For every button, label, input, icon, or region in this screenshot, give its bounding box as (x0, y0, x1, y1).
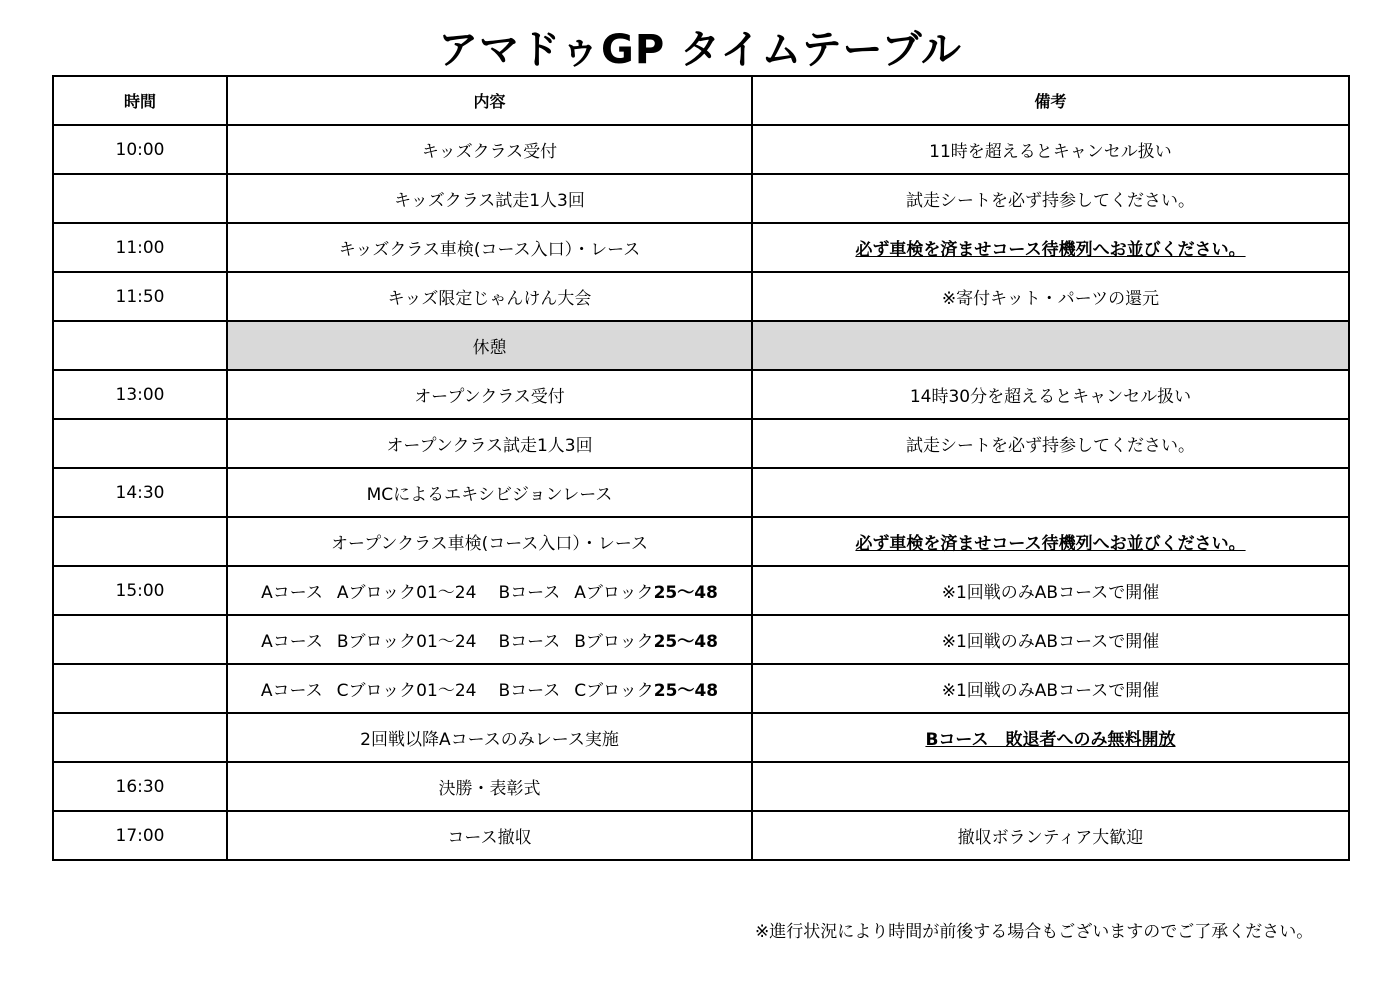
table-row (53, 370, 1349, 419)
a-course-label: Aコース (260, 681, 323, 701)
cell-content: キッズクラス車検(コース入口）・レース (227, 223, 752, 272)
table-row (53, 615, 1349, 664)
cell-notes: 11時を超えるとキャンセル扱い (752, 125, 1349, 174)
cell-notes (752, 713, 1349, 762)
cell-content (227, 615, 752, 664)
cell-content (227, 664, 752, 713)
b-course-block: Bブロック (574, 632, 654, 652)
cell-content: オープンクラス試走1人3回 (227, 419, 752, 468)
table-row (53, 468, 1349, 517)
footnote: ※進行状況により時間が前後する場合もございますのでご了承ください。 (755, 922, 1314, 942)
cell-content: キッズクラス受付 (227, 125, 752, 174)
a-course-label: Aコース (261, 583, 323, 603)
a-course-label: Aコース (261, 632, 323, 652)
page-title: アマドゥGP タイムテーブル (438, 27, 962, 73)
header-notes: 備考 (752, 76, 1349, 125)
cell-time: 16:30 (53, 762, 227, 811)
cell-time: 15:00 (53, 566, 227, 615)
cell-time (53, 174, 227, 223)
table-row (53, 713, 1349, 762)
table-row (53, 272, 1349, 321)
cell-notes: ※1回戦のみABコースで開催 (752, 664, 1349, 713)
b-course-range: 25～48 (653, 681, 719, 701)
b-course-block: Cブロック (574, 681, 654, 701)
cell-notes: ※1回戦のみABコースで開催 (752, 615, 1349, 664)
table-row (53, 174, 1349, 223)
cell-time (53, 321, 227, 370)
cell-notes: ※1回戦のみABコースで開催 (752, 566, 1349, 615)
a-course-block: Bブロック01～24 (336, 632, 477, 652)
cell-content: 休憩 (227, 321, 752, 370)
cell-content: 決勝・表彰式 (227, 762, 752, 811)
table-row (53, 811, 1349, 860)
table-row-break (53, 321, 1349, 370)
table-row (53, 762, 1349, 811)
cell-time (53, 419, 227, 468)
cell-notes (752, 762, 1349, 811)
table-row (53, 517, 1349, 566)
cell-content (227, 566, 752, 615)
cell-content: 2回戦以降Aコースのみレース実施 (227, 713, 752, 762)
cell-notes (752, 223, 1349, 272)
b-course-block: Aブロック (574, 583, 654, 603)
cell-time: 11:50 (53, 272, 227, 321)
cell-time (53, 615, 227, 664)
cell-content: オープンクラス車検(コース入口）・レース (227, 517, 752, 566)
cell-content: MCによるエキシビジョンレース (227, 468, 752, 517)
cell-content: コース撤収 (227, 811, 752, 860)
cell-time: 11:00 (53, 223, 227, 272)
cell-content: キッズ限定じゃんけん大会 (227, 272, 752, 321)
header-content: 内容 (227, 76, 752, 125)
cell-time (53, 517, 227, 566)
cell-content: オープンクラス受付 (227, 370, 752, 419)
cell-time (53, 713, 227, 762)
cell-notes: ※寄付キット・パーツの還元 (752, 272, 1349, 321)
b-course-range: 25～48 (653, 583, 718, 603)
a-course-block: Aブロック01～24 (336, 583, 477, 603)
important-note: 必ず車検を済ませコース待機列へお並びください。 (855, 534, 1246, 554)
cell-notes (752, 321, 1349, 370)
cell-time: 10:00 (53, 125, 227, 174)
table-row (53, 664, 1349, 713)
cell-notes: 撤収ボランティア大歓迎 (752, 811, 1349, 860)
table-row (53, 566, 1349, 615)
b-course-label: Bコース (498, 681, 561, 701)
b-course-label: Bコース (498, 583, 561, 603)
header-time: 時間 (53, 76, 227, 125)
b-course-range: 25～48 (653, 632, 718, 652)
table-row (53, 223, 1349, 272)
cell-time: 14:30 (53, 468, 227, 517)
table-header-row (53, 76, 1349, 125)
cell-time: 17:00 (53, 811, 227, 860)
cell-time (53, 664, 227, 713)
cell-notes: 試走シートを必ず持参してください。 (752, 174, 1349, 223)
cell-time: 13:00 (53, 370, 227, 419)
table-row (53, 419, 1349, 468)
cell-content: キッズクラス試走1人3回 (227, 174, 752, 223)
important-note: 必ず車検を済ませコース待機列へお並びください。 (855, 240, 1246, 260)
timetable (52, 75, 1350, 861)
table-row (53, 125, 1349, 174)
important-note: Bコース 敗退者へのみ無料開放 (925, 730, 1176, 750)
cell-notes (752, 468, 1349, 517)
cell-notes: 試走シートを必ず持参してください。 (752, 419, 1349, 468)
b-course-label: Bコース (498, 632, 561, 652)
a-course-block: Cブロック01～24 (336, 681, 477, 701)
cell-notes: 14時30分を超えるとキャンセル扱い (752, 370, 1349, 419)
cell-notes (752, 517, 1349, 566)
